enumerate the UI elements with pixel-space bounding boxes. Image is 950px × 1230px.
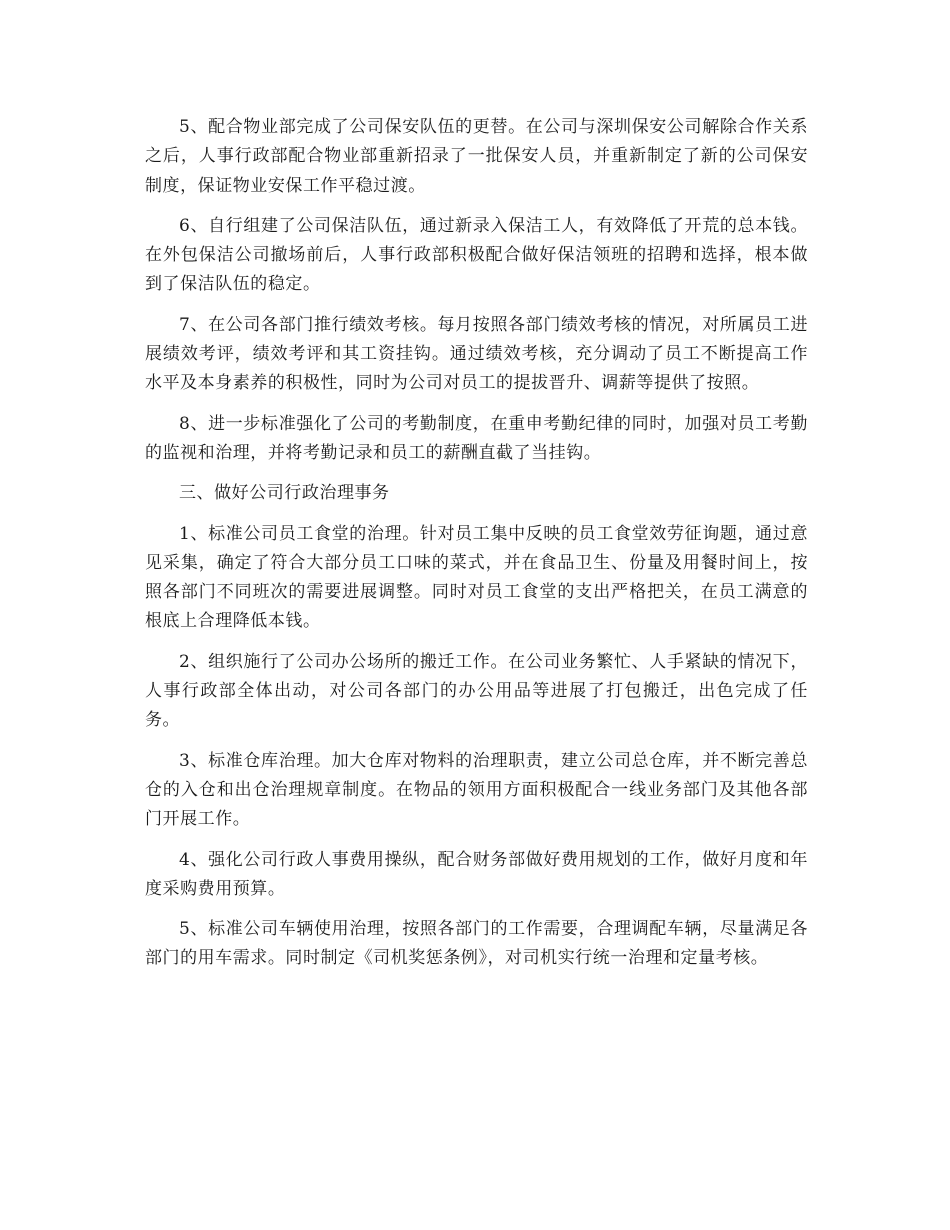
paragraph-warehouse-management: 3、标准仓库治理。加大仓库对物料的治理职责，建立公司总仓库，并不断完善总仓的入仓和出仓治理规章制度。在物品的领用方面积极配合一线业务部门及其他各部门开展工作。	[145, 750, 808, 830]
paragraph-security-team-replacement: 5、配合物业部完成了公司保安队伍的更替。在公司与深圳保安公司解除合作关系之后，人事行政部配合物业部重新招录了一批保安人员，并重新制定了新的公司保安制度，保证物业安保工作平稳过渡。	[145, 117, 808, 196]
paragraph-office-relocation: 2、组织施行了公司办公场所的搬迁工作。在公司业务繁忙、人手紧缺的情况下，人事行政部全体出动，对公司各部门的办公用品等进展了打包搬迁，出色完成了任务。	[145, 651, 808, 731]
paragraph-vehicle-management: 5、标准公司车辆使用治理，按照各部门的工作需要，合理调配车辆，尽量满足各部门的用车需求。同时制定《司机奖惩条例》，对司机实行统一治理和定量考核。	[145, 919, 808, 969]
paragraph-cleaning-team: 6、自行组建了公司保洁队伍，通过新录入保洁工人，有效降低了开荒的总本钱。在外包保洁公司撤场前后，人事行政部积极配合做好保洁领班的招聘和选择，根本做到了保洁队伍的稳定。	[145, 215, 808, 295]
document-body	[145, 113, 808, 985]
paragraph-expense-control: 4、强化公司行政人事费用操纵，配合财务部做好费用规划的工作，做好月度和年度采购费用预算。	[145, 849, 808, 899]
paragraph-performance-review: 7、在公司各部门推行绩效考核。每月按照各部门绩效考核的情况，对所属员工进展绩效考评，绩效考评和其工资挂钩。通过绩效考核，充分调动了员工不断提高工作水平及本身素养的积极性，同时为公司对员工的提拔晋升、调薪等提供了按照。	[145, 314, 808, 394]
paragraph-attendance-system: 8、进一步标准强化了公司的考勤制度，在重申考勤纪律的同时，加强对员工考勤的监视和治理，并将考勤记录和员工的薪酬直截了当挂钩。	[145, 413, 808, 463]
section-heading-admin-affairs: 三、做好公司行政治理事务	[179, 483, 390, 504]
paragraph-staff-canteen: 1、标准公司员工食堂的治理。针对员工集中反映的员工食堂效劳征询题，通过意见采集，确定了符合大部分员工口味的菜式，并在食品卫生、份量及用餐时间上，按照各部门不同班次的需要进展调整。同时对员工食堂的支出严格把关，在员工满意的根底上合理降低本钱。	[145, 523, 808, 632]
